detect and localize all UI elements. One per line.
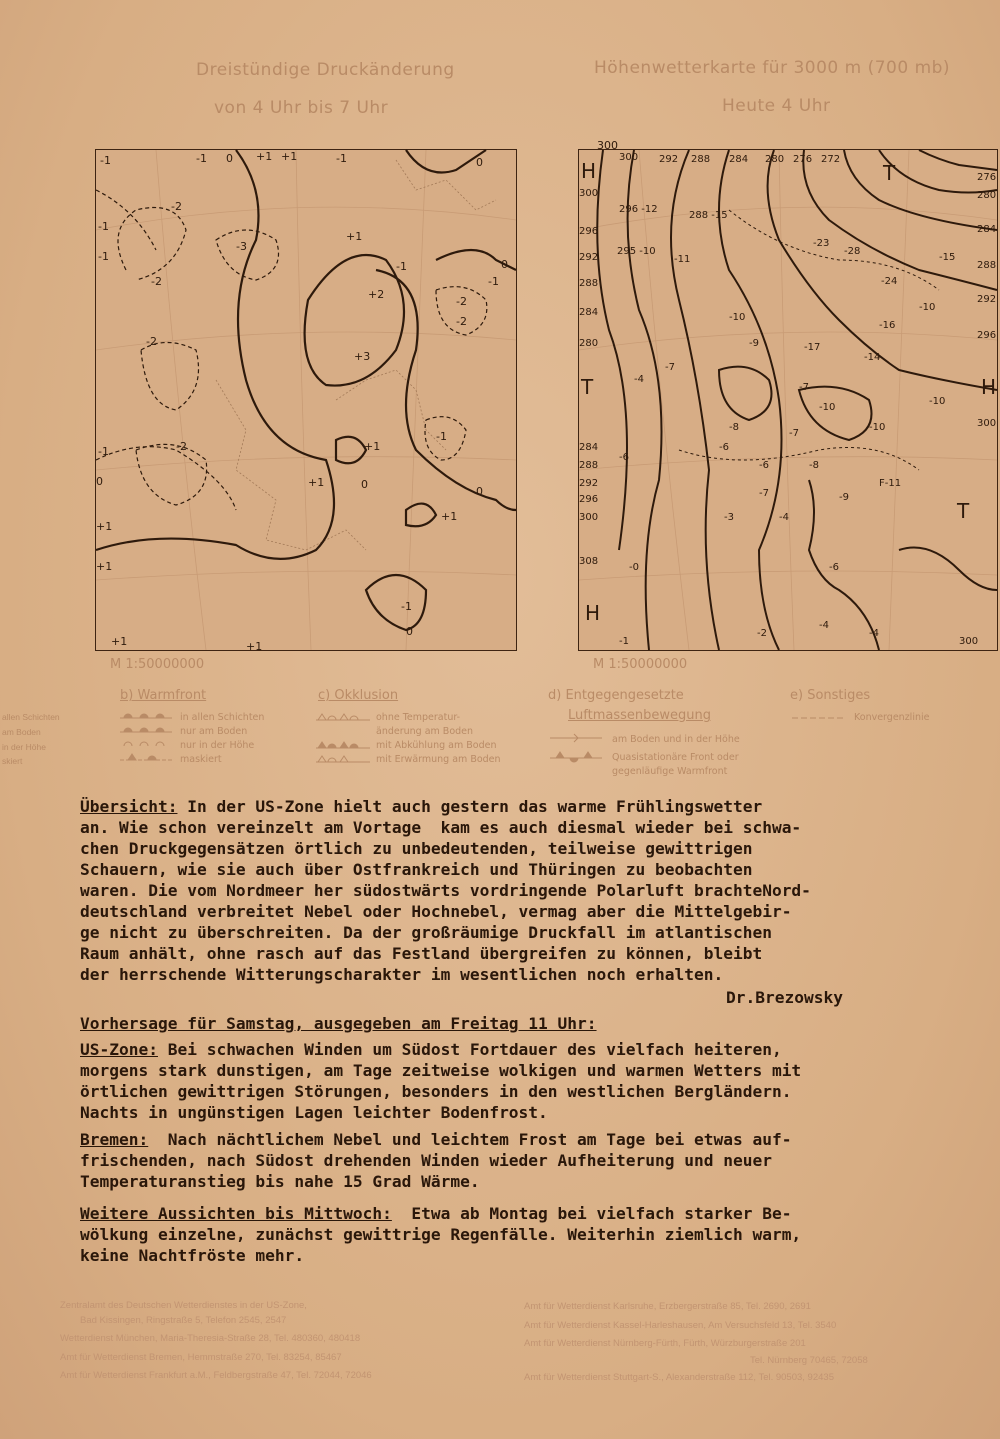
svg-text:-2: -2	[171, 200, 182, 213]
svg-text:0: 0	[406, 625, 413, 638]
svg-text:-6: -6	[829, 562, 839, 573]
svg-text:H: H	[581, 159, 597, 183]
svg-text:-7: -7	[799, 382, 809, 393]
uebersicht-line-7: ge nicht zu überschreiten. Da der großräumige Druckfall im atlantischen	[80, 923, 772, 942]
svg-text:-24: -24	[881, 276, 898, 287]
svg-text:-2: -2	[757, 628, 767, 639]
signature: Dr.Brezowsky	[726, 988, 843, 1007]
svg-text:284: 284	[579, 442, 599, 453]
svg-text:292: 292	[579, 478, 599, 489]
svg-text:+3: +3	[354, 350, 371, 363]
svg-text:276: 276	[977, 172, 997, 183]
svg-text:T: T	[957, 499, 970, 523]
footer-left-2: Bad Kissingen, Ringstraße 5, Telefon 2545, 2547	[80, 1315, 287, 1326]
svg-text:-4: -4	[634, 374, 644, 385]
svg-text:0: 0	[476, 485, 483, 498]
svg-text:+1: +1	[96, 520, 113, 533]
svg-text:296: 296	[579, 494, 599, 505]
legend-okklusion-heading: c) Okklusion	[318, 688, 399, 703]
svg-text:280: 280	[977, 190, 997, 201]
svg-text:284: 284	[729, 154, 749, 165]
uebersicht-line-2: an. Wie schon vereinzelt am Vortage kam es auch diesmal wieder bei schwa-	[80, 818, 802, 837]
legend-entgegen-item-2: Quasistationäre Front oder	[612, 752, 739, 763]
svg-text:-7: -7	[759, 488, 769, 499]
warmfront-symbols	[118, 712, 174, 770]
right-map-title: Höhenwetterkarte für 3000 m (700 mb)	[594, 58, 951, 78]
weitere-line-3: keine Nachtfröste mehr.	[80, 1246, 305, 1265]
svg-text:-1: -1	[100, 154, 111, 167]
weitere-label: Weitere Aussichten bis Mittwoch:	[80, 1204, 392, 1223]
svg-text:-1: -1	[98, 220, 109, 233]
uebersicht-line-4: Schauern, wie sie auch über Ostfrankreich und Thüringen zu beobachten	[80, 860, 753, 879]
svg-text:-8: -8	[729, 422, 739, 433]
svg-text:+2: +2	[368, 288, 385, 301]
svg-text:300: 300	[619, 152, 639, 163]
svg-text:-14: -14	[864, 352, 881, 363]
svg-text:-11: -11	[674, 254, 691, 265]
us-zone-block	[80, 1039, 940, 1123]
legend-okklusion-item-2: änderung am Boden	[376, 726, 474, 737]
svg-text:-1: -1	[98, 250, 109, 263]
svg-text:300: 300	[579, 512, 599, 523]
weitere-line-1: Etwa ab Montag bei vielfach starker Be-	[391, 1204, 792, 1223]
svg-text:-4: -4	[869, 628, 879, 639]
svg-text:T: T	[581, 375, 594, 399]
svg-text:-23: -23	[813, 238, 830, 249]
footer-right-4: Tel. Nürnberg 70465, 72058	[750, 1355, 868, 1366]
bremen-block	[80, 1129, 940, 1192]
svg-text:288: 288	[579, 278, 599, 289]
svg-text:-9: -9	[749, 338, 759, 349]
svg-text:300: 300	[597, 139, 618, 152]
svg-text:-2: -2	[176, 440, 187, 453]
weitere-line-2: wölkung einzelne, zunächst gewittrige Regenfälle. Weiterhin ziemlich warm,	[80, 1225, 802, 1244]
svg-text:296: 296	[977, 330, 997, 341]
svg-text:-1: -1	[336, 152, 347, 165]
legend-okklusion-item-1: ohne Temperatur-	[376, 712, 461, 723]
cut-legend-3: in der Höhe	[2, 742, 46, 752]
svg-text:296: 296	[579, 226, 599, 237]
svg-text:+1: +1	[281, 150, 298, 163]
right-map-subtitle: Heute 4 Uhr	[722, 96, 831, 116]
cut-legend-2: am Boden	[2, 727, 41, 737]
svg-text:292: 292	[579, 252, 599, 263]
svg-text:-8: -8	[809, 460, 819, 471]
svg-text:+1: +1	[256, 150, 273, 163]
svg-text:-10: -10	[869, 422, 886, 433]
us-line-4: Nachts in ungünstigen Lagen leichter Bodenfrost.	[80, 1103, 548, 1122]
svg-text:H: H	[585, 601, 601, 625]
uebersicht-line-8: Raum anhält, ohne rasch auf das Festland übergreifen zu können, bleibt	[80, 944, 763, 963]
svg-text:-16: -16	[879, 320, 896, 331]
svg-text:-10: -10	[819, 402, 836, 413]
left-map-title: Dreistündige Druckänderung	[196, 60, 455, 80]
bremen-line-1: Nach nächtlichem Nebel und leichtem Frost am Tage bei etwas auf-	[148, 1130, 792, 1149]
uebersicht-block	[80, 796, 940, 985]
uebersicht-label: Übersicht:	[80, 797, 178, 816]
left-map-subtitle: von 4 Uhr bis 7 Uhr	[214, 98, 389, 118]
svg-text:+1: +1	[441, 510, 458, 523]
footer-right-2: Amt für Wetterdienst Kassel-Harleshausen, Am Versuchsfeld 13, Tel. 3540	[524, 1320, 837, 1331]
legend-sonstiges-item-1: Konvergenzlinie	[854, 712, 930, 723]
svg-text:288: 288	[691, 154, 711, 165]
footer-right-1: Amt für Wetterdienst Karlsruhe, Erzbergerstraße 85, Tel. 2690, 2691	[524, 1301, 811, 1312]
svg-text:0: 0	[361, 478, 368, 491]
legend-okklusion-item-4: mit Erwärmung am Boden	[376, 754, 501, 765]
svg-text:-2: -2	[146, 335, 157, 348]
entgegen-symbols	[548, 732, 604, 768]
svg-text:300: 300	[959, 636, 979, 647]
legend-warmfront-item-4: maskiert	[180, 754, 222, 765]
svg-text:+1: +1	[96, 560, 113, 573]
svg-text:300: 300	[579, 188, 599, 199]
cut-legend-4: skiert	[2, 756, 23, 766]
legend-entgegen-heading-2: Luftmassenbewegung	[568, 708, 711, 723]
uebersicht-line-3: chen Druckgegensätzen örtlich zu unbedeutenden, teilweise gewittrigen	[80, 839, 753, 858]
bremen-line-2: frischenden, nach Südost drehenden Winden wieder Aufheiterung und neuer	[80, 1151, 772, 1170]
left-map-scale: M 1:50000000	[110, 657, 205, 672]
svg-text:-4: -4	[819, 620, 829, 631]
svg-text:H: H	[981, 375, 997, 399]
svg-text:-28: -28	[844, 246, 861, 257]
svg-text:-1: -1	[396, 260, 407, 273]
svg-text:-1: -1	[98, 445, 109, 458]
legend-entgegen-item-1: am Boden und in der Höhe	[612, 734, 740, 745]
pressure-change-map-drawing	[96, 150, 516, 653]
weitere-block	[80, 1203, 940, 1266]
svg-text:-9: -9	[839, 492, 849, 503]
svg-text:-1: -1	[436, 430, 447, 443]
svg-text:-7: -7	[665, 362, 675, 373]
svg-text:-2: -2	[151, 275, 162, 288]
svg-text:F-11: F-11	[879, 478, 902, 489]
svg-text:0: 0	[226, 152, 233, 165]
svg-text:308: 308	[579, 556, 599, 567]
svg-text:-10: -10	[919, 302, 936, 313]
bremen-line-3: Temperaturanstieg bis nahe 15 Grad Wärme.	[80, 1172, 480, 1191]
svg-text:T: T	[883, 161, 896, 185]
svg-text:-2: -2	[456, 315, 467, 328]
svg-text:+1: +1	[111, 635, 128, 648]
svg-text:-3: -3	[724, 512, 734, 523]
svg-text:+1: +1	[364, 440, 381, 453]
svg-text:-10: -10	[929, 396, 946, 407]
svg-text:292: 292	[977, 294, 997, 305]
svg-text:296 -12: 296 -12	[619, 204, 658, 215]
svg-text:-1: -1	[619, 636, 629, 647]
legend-entgegen-heading-1: d) Entgegengesetzte	[548, 688, 684, 703]
okklusion-symbols	[314, 712, 372, 768]
pressure-change-map	[95, 149, 517, 651]
svg-text:-6: -6	[759, 460, 769, 471]
svg-text:295 -10: 295 -10	[617, 246, 656, 257]
svg-text:292: 292	[659, 154, 679, 165]
svg-text:280: 280	[579, 338, 599, 349]
vorhersage-heading	[80, 1013, 940, 1034]
right-map-scale: M 1:50000000	[593, 657, 688, 672]
us-line-2: morgens stark dunstigen, am Tage zeitweise wolkigen und warmen Wetters mit	[80, 1061, 802, 1080]
uebersicht-line-1: In der US-Zone hielt auch gestern das warme Frühlingswetter	[177, 797, 763, 816]
footer-left-3: Wetterdienst München, Maria-Theresia-Straße 28, Tel. 480360, 480418	[60, 1333, 361, 1344]
svg-text:-2: -2	[456, 295, 467, 308]
footer-left-5: Amt für Wetterdienst Frankfurt a.M., Feldbergstraße 47, Tel. 72044, 72046	[60, 1370, 372, 1381]
uebersicht-line-9: der herrschende Witterungscharakter im wesentlichen noch erhalten.	[80, 965, 724, 984]
footer-right-3: Amt für Wetterdienst Nürnberg-Fürth, Fürth, Würzburgerstraße 201	[524, 1338, 806, 1349]
legend-warmfront-heading: b) Warmfront	[120, 688, 207, 703]
svg-text:-7: -7	[789, 428, 799, 439]
legend-warmfront-item-3: nur in der Höhe	[180, 740, 255, 751]
svg-text:272: 272	[821, 154, 841, 165]
svg-text:284: 284	[579, 307, 599, 318]
cut-legend-1: allen Schichten	[2, 712, 60, 722]
svg-text:-0: -0	[629, 562, 639, 573]
footer-right-5: Amt für Wetterdienst Stuttgart-S., Alexanderstraße 112, Tel. 90503, 92435	[524, 1372, 834, 1383]
svg-text:+1: +1	[246, 640, 263, 653]
us-zone-label: US-Zone:	[80, 1040, 158, 1059]
us-line-3: örtlichen gewittrigen Störungen, besonders in den westlichen Bergländern.	[80, 1082, 792, 1101]
legend-warmfront-item-2: nur am Boden	[180, 726, 248, 737]
legend-sonstiges-heading: e) Sonstiges	[790, 688, 871, 703]
konvergenzlinie-symbol	[790, 714, 846, 722]
svg-text:+1: +1	[346, 230, 363, 243]
legend-okklusion-item-3: mit Abkühlung am Boden	[376, 740, 497, 751]
upper-air-map	[578, 139, 998, 651]
svg-text:-6: -6	[619, 452, 629, 463]
svg-text:-1: -1	[196, 152, 207, 165]
svg-text:-15: -15	[939, 252, 956, 263]
svg-text:276: 276	[793, 154, 813, 165]
svg-text:288: 288	[579, 460, 599, 471]
legend-entgegen-item-3: gegenläufige Warmfront	[612, 766, 728, 777]
us-line-1: Bei schwachen Winden um Südost Fortdauer des vielfach heiteren,	[157, 1040, 782, 1059]
svg-text:-1: -1	[488, 275, 499, 288]
svg-text:300: 300	[977, 418, 997, 429]
legend-warmfront-item-1: in allen Schichten	[180, 712, 265, 723]
svg-text:-4: -4	[779, 512, 789, 523]
upper-air-map-drawing	[579, 139, 997, 650]
svg-text:288: 288	[977, 260, 997, 271]
svg-text:0: 0	[476, 156, 483, 169]
svg-text:-10: -10	[729, 312, 746, 323]
svg-text:288 -15: 288 -15	[689, 210, 728, 221]
footer-left-1: Zentralamt des Deutschen Wetterdienstes in der US-Zone,	[60, 1300, 307, 1311]
svg-text:280: 280	[765, 154, 785, 165]
uebersicht-line-5: waren. Die vom Nordmeer her südostwärts vordringende Polarluft brachteNord-	[80, 881, 811, 900]
svg-text:-6: -6	[719, 442, 729, 453]
svg-text:-1: -1	[401, 600, 412, 613]
footer-left-4: Amt für Wetterdienst Bremen, Hemmstraße 270, Tel. 83254, 85467	[60, 1352, 342, 1363]
svg-text:-3: -3	[236, 240, 247, 253]
vorhersage-heading-text: Vorhersage für Samstag, ausgegeben am Freitag 11 Uhr:	[80, 1014, 597, 1033]
svg-text:+1: +1	[308, 476, 325, 489]
svg-text:284: 284	[977, 224, 997, 235]
svg-text:-17: -17	[804, 342, 821, 353]
bremen-label: Bremen:	[80, 1130, 149, 1149]
svg-text:0: 0	[96, 475, 103, 488]
svg-text:0: 0	[501, 258, 508, 271]
uebersicht-line-6: deutschland verbreitet Nebel oder Hochnebel, vermag aber die Mittelgebir-	[80, 902, 792, 921]
